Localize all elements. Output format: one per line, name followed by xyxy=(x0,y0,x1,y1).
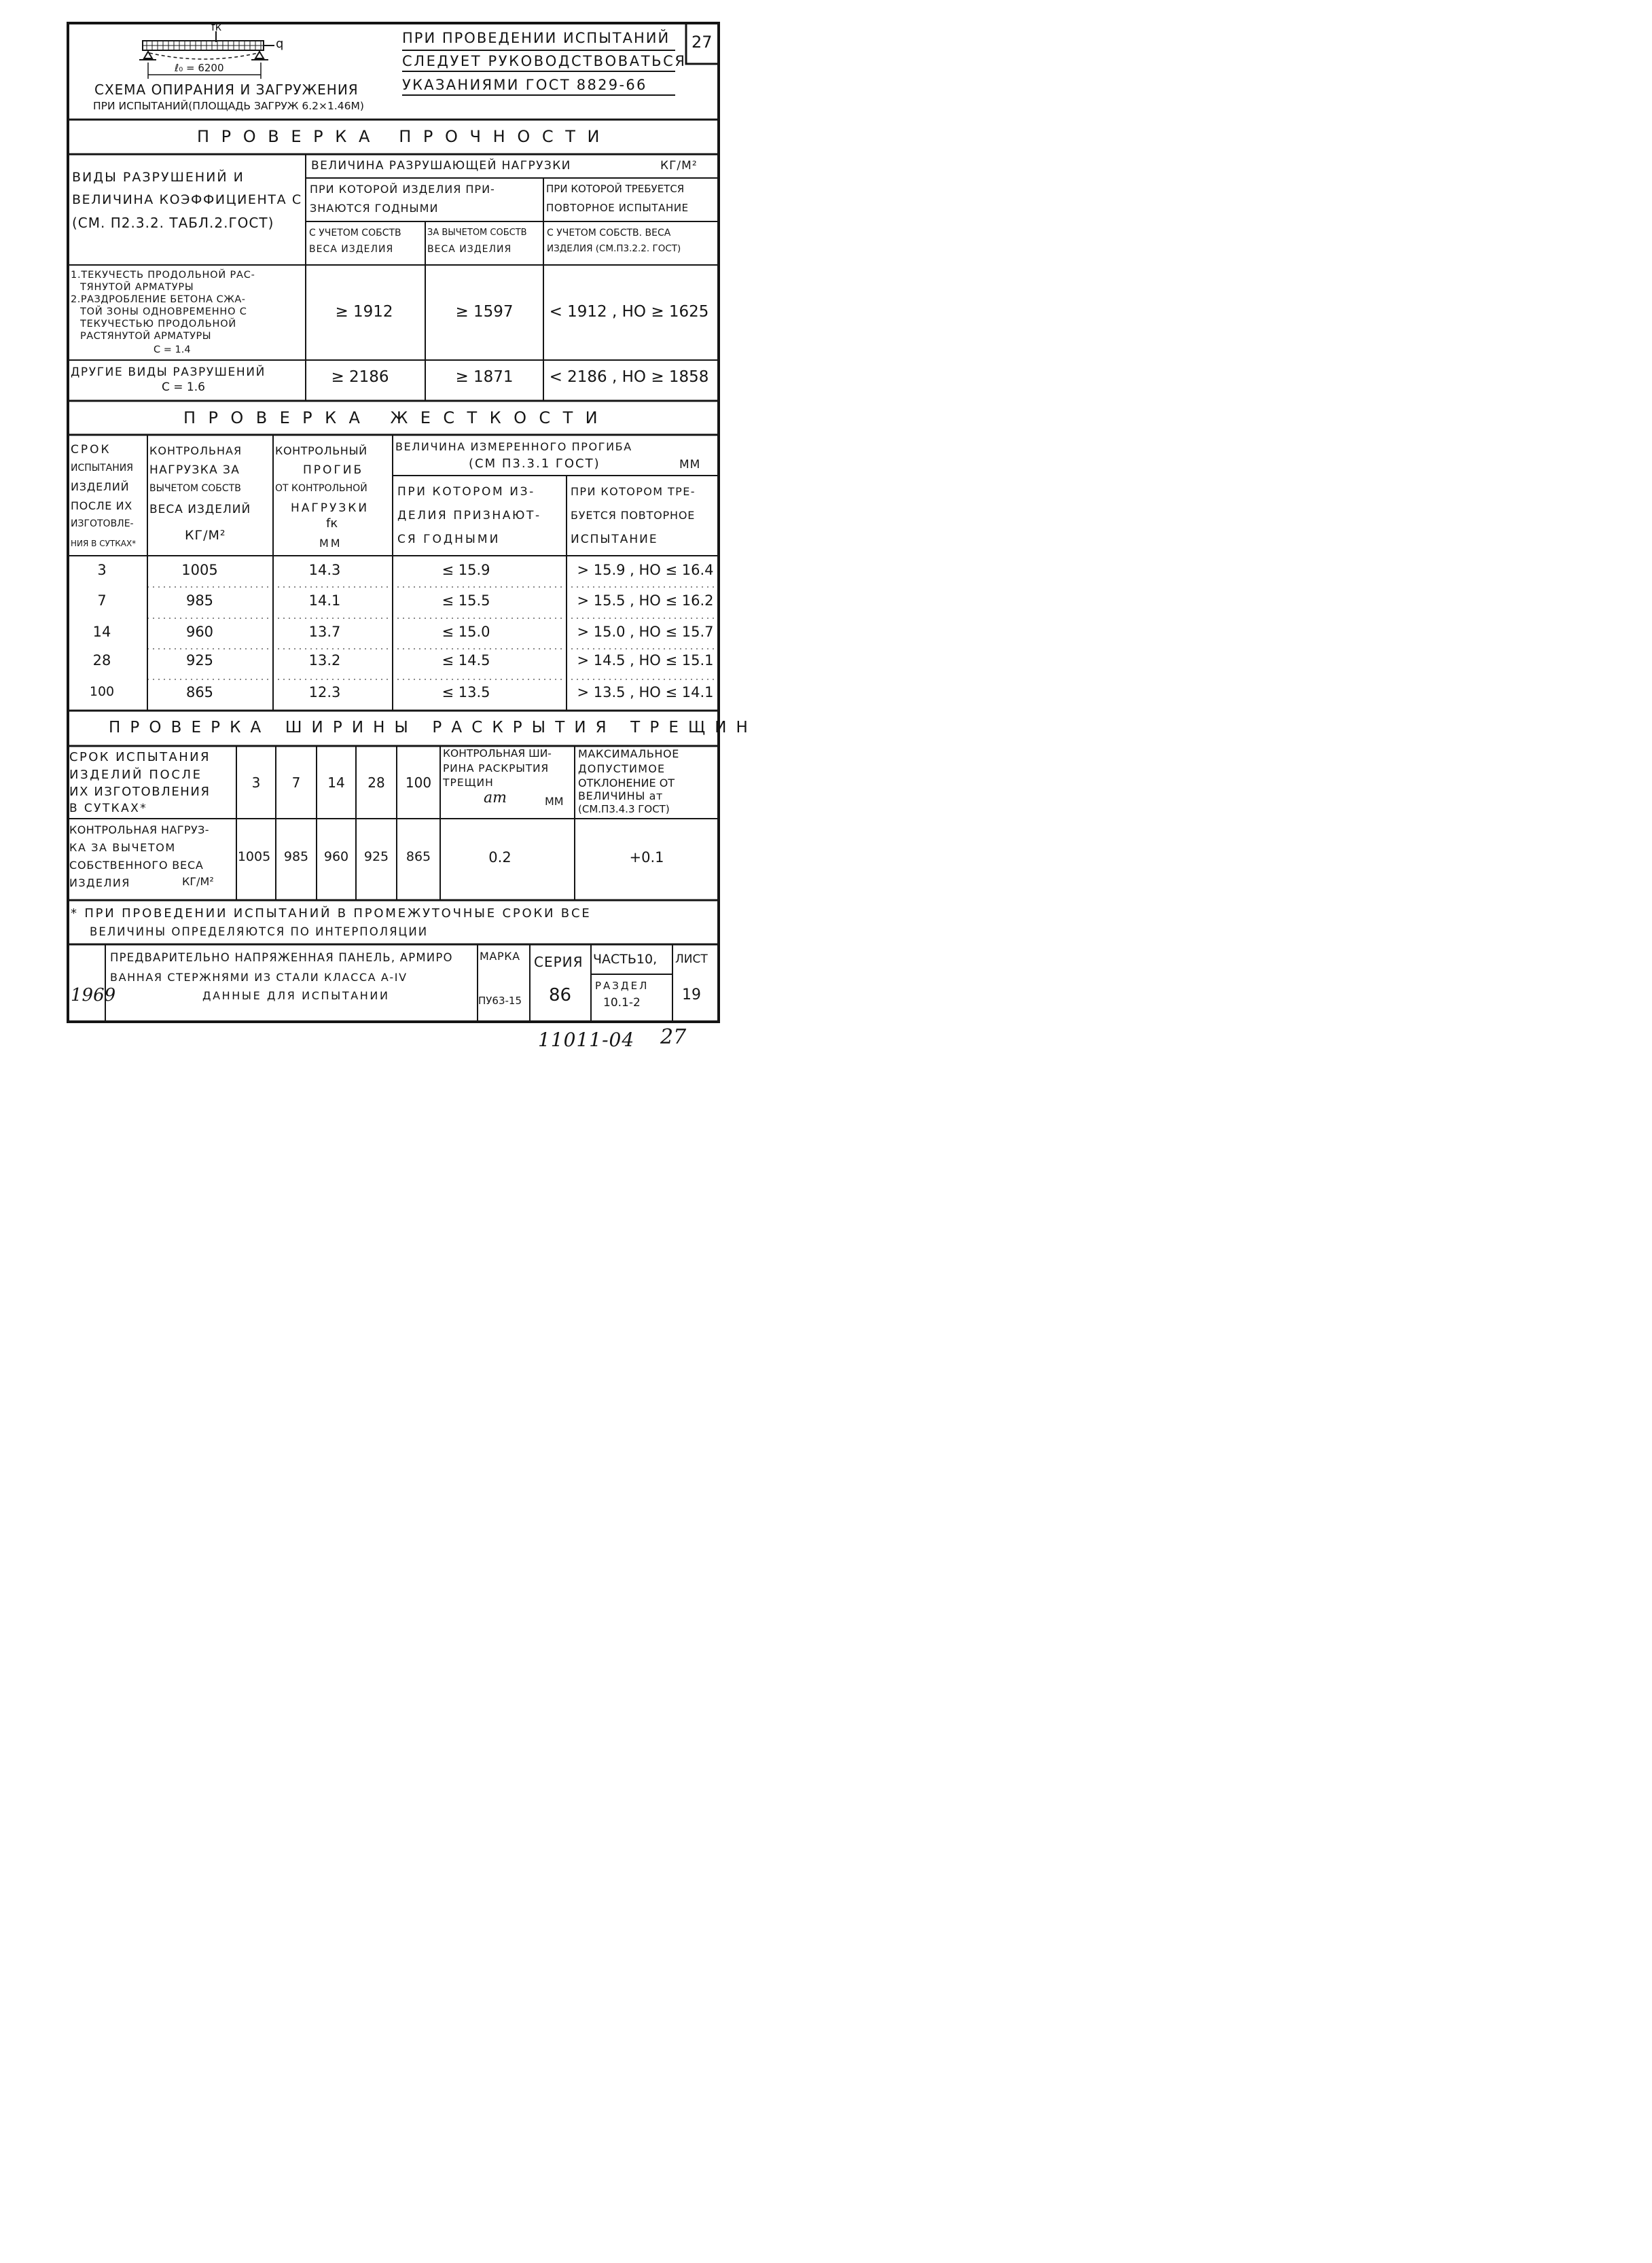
row-retest: > 15.9 , НО ≤ 16.4 xyxy=(577,562,714,578)
notice-line-2: СЛЕДУЕТ РУКОВОДСТВОВАТЬСЯ xyxy=(402,53,687,69)
list-value: 19 xyxy=(682,986,701,1003)
crack-load-14: 960 xyxy=(323,849,349,864)
description-line-3: ДАННЫЕ ДЛЯ ИСПЫТАНИИ xyxy=(202,989,390,1002)
description-line-1: ПРЕДВАРИТЕЛЬНО НАПРЯЖЕННАЯ ПАНЕЛЬ, АРМИРО xyxy=(110,951,453,964)
crack-load-7: 985 xyxy=(283,849,309,864)
stiffness-good-head-3: СЯ ГОДНЫМИ xyxy=(397,533,501,546)
strength-good-head-2: ЗНАЮТСЯ ГОДНЫМИ xyxy=(310,202,439,215)
strength-load-head: ВЕЛИЧИНА РАЗРУШАЮЩЕЙ НАГРУЗКИ xyxy=(311,159,571,173)
row-good: ≤ 15.5 xyxy=(442,592,490,609)
stiffness-retest-head-2: БУЕТСЯ ПОВТОРНОЕ xyxy=(571,509,696,522)
stiffness-col1-5: ИЗГОТОВЛЕ- xyxy=(71,518,134,529)
strength-left-head-2: ВЕЛИЧИНА КОЭФФИЦИЕНТА С xyxy=(72,192,302,207)
crack-load-28: 925 xyxy=(363,849,389,864)
stiffness-retest-head-3: ИСПЫТАНИЕ xyxy=(571,533,658,546)
strength-row1-value-2: ≥ 1597 xyxy=(455,303,514,321)
strength-subhead-2b: ВЕСА ИЗДЕЛИЯ xyxy=(427,244,512,255)
footnote-line-1: * ПРИ ПРОВЕДЕНИИ ИСПЫТАНИЙ В ПРОМЕЖУТОЧНЫЕ СРОКИ ВСЕ xyxy=(71,906,592,921)
row-load: 1005 xyxy=(181,562,218,578)
strength-subhead-1a: С УЧЕТОМ СОБСТВ xyxy=(309,228,401,238)
strength-row2-value-2: ≥ 1871 xyxy=(455,368,514,386)
marka-value: ПУ63-15 xyxy=(478,995,522,1007)
row-retest: > 15.5 , НО ≤ 16.2 xyxy=(577,592,714,609)
strength-row1-value-3: < 1912 , НО ≥ 1625 xyxy=(549,303,709,321)
marka-label: МАРКА xyxy=(480,950,520,963)
row-days: 7 xyxy=(97,592,107,609)
stiffness-col1-2: ИСПЫТАНИЯ xyxy=(71,463,133,474)
crack-dev-head-5: (СМ.П3.4.3 ГОСТ) xyxy=(578,803,670,815)
notice-line-1: ПРИ ПРОВЕДЕНИИ ИСПЫТАНИЙ xyxy=(402,30,670,46)
crack-width-value: 0.2 xyxy=(488,849,511,866)
stiffness-col2-3: ВЫЧЕТОМ СОБСТВ xyxy=(149,483,241,494)
stiffness-col1-1: СРОК xyxy=(71,443,111,457)
row-load: 960 xyxy=(185,624,214,640)
crack-row2-head-1: КОНТРОЛЬНАЯ НАГРУЗ- xyxy=(69,823,209,836)
scheme-span-label: ℓ₀ = 6200 xyxy=(175,62,224,74)
stiffness-good-head-1: ПРИ КОТОРОМ ИЗ- xyxy=(397,485,535,499)
row-retest: > 14.5 , НО ≤ 15.1 xyxy=(577,652,714,669)
stiffness-col3-1: КОНТРОЛЬНЫЙ xyxy=(275,444,367,457)
seria-label: СЕРИЯ xyxy=(534,954,583,970)
strength-subhead-3a: С УЧЕТОМ СОБСТВ. ВЕСА xyxy=(547,228,671,238)
stiffness-col2-4: ВЕСА ИЗДЕЛИЙ xyxy=(149,503,251,516)
row-days: 100 xyxy=(89,684,115,699)
crack-row2-head-3: СОБСТВЕННОГО ВЕСА xyxy=(69,859,204,872)
strength-row1-text-1: 1.ТЕКУЧЕСТЬ ПРОДОЛЬНОЙ РАС- xyxy=(71,270,255,281)
scheme-fk-label: fк xyxy=(211,20,222,33)
strength-retest-head-1: ПРИ КОТОРОЙ ТРЕБУЕТСЯ xyxy=(546,183,685,195)
stiffness-retest-head-1: ПРИ КОТОРОМ ТРЕ- xyxy=(571,485,696,498)
crack-width-unit: ММ xyxy=(545,795,564,808)
row-fk: 14.3 xyxy=(308,562,341,578)
stiffness-deflection-head-1: ВЕЛИЧИНА ИЗМЕРЕННОГО ПРОГИБА xyxy=(395,440,632,453)
strength-subhead-3b: ИЗДЕЛИЯ (СМ.П3.2.2. ГОСТ) xyxy=(547,243,681,254)
chast-label: ЧАСТЬ10, xyxy=(593,952,658,967)
row-load: 925 xyxy=(185,652,214,669)
crack-width-head-1: КОНТРОЛЬНАЯ ШИ- xyxy=(443,747,552,760)
stiffness-col2-5: КГ/М² xyxy=(185,528,226,543)
crack-dev-head-2: ДОПУСТИМОЕ xyxy=(578,762,666,775)
crack-load-3: 1005 xyxy=(237,849,271,864)
year-stamp: 1969 xyxy=(71,985,116,1005)
scheme-caption-2: ПРИ ИСПЫТАНИЙ(ПЛОЩАДЬ ЗАГРУЖ 6.2×1.46М) xyxy=(93,100,364,112)
crack-row1-head-3: ИХ ИЗГОТОВЛЕНИЯ xyxy=(69,785,211,799)
archive-page: 27 xyxy=(660,1025,687,1049)
strength-row1-value-1: ≥ 1912 xyxy=(335,303,393,321)
strength-subhead-1b: ВЕСА ИЗДЕЛИЯ xyxy=(309,244,394,255)
crack-day-28: 28 xyxy=(367,774,385,791)
crack-dev-value: +0.1 xyxy=(629,849,664,866)
stiffness-section-title: П Р О В Е Р К А Ж Е С Т К О С Т И xyxy=(183,408,602,427)
razdel-label: РАЗДЕЛ xyxy=(595,980,649,992)
row-good: ≤ 14.5 xyxy=(442,652,490,669)
stiffness-col3-6: ММ xyxy=(319,537,342,550)
row-retest: > 13.5 , НО ≤ 14.1 xyxy=(577,684,714,700)
footnote-line-2: ВЕЛИЧИНЫ ОПРЕДЕЛЯЮТСЯ ПО ИНТЕРПОЛЯЦИИ xyxy=(90,925,429,938)
description-line-2: ВАННАЯ СТЕРЖНЯМИ ИЗ СТАЛИ КЛАССА А-IV xyxy=(110,971,408,984)
crack-width-symbol: aт xyxy=(484,789,507,806)
stiffness-col3-5: fк xyxy=(326,516,338,531)
list-label: ЛИСТ xyxy=(675,952,708,966)
seria-value: 86 xyxy=(549,985,572,1005)
strength-load-unit: КГ/М² xyxy=(660,159,698,173)
stiffness-col1-6: НИЯ В СУТКАХ* xyxy=(71,539,137,548)
crack-row2-head-5: КГ/М² xyxy=(182,875,214,888)
row-good: ≤ 15.9 xyxy=(442,562,490,578)
strength-row1-text-2: ТЯНУТОЙ АРМАТУРЫ xyxy=(80,282,194,293)
row-good: ≤ 13.5 xyxy=(442,684,490,700)
crack-dev-head-1: МАКСИМАЛЬНОЕ xyxy=(578,747,679,760)
strength-left-head-3: (СМ. П2.3.2. ТАБЛ.2.ГОСТ) xyxy=(72,215,274,231)
strength-row1-text-3: 2.РАЗДРОБЛЕНИЕ БЕТОНА СЖА- xyxy=(71,294,246,305)
row-days: 14 xyxy=(92,624,111,640)
strength-row2-value-3: < 2186 , НО ≥ 1858 xyxy=(549,368,709,386)
row-retest: > 15.0 , НО ≤ 15.7 xyxy=(577,624,714,640)
strength-section-title: П Р О В Е Р К А П Р О Ч Н О С Т И xyxy=(197,127,603,146)
crack-row1-head-4: В СУТКАХ* xyxy=(69,802,148,815)
crack-day-7: 7 xyxy=(291,774,301,791)
row-fk: 14.1 xyxy=(308,592,341,609)
crack-row1-head-1: СРОК ИСПЫТАНИЯ xyxy=(69,750,211,764)
crack-section-title: П Р О В Е Р К А Ш И Р И Н Ы Р А С К Р Ы Т И Я Т Р Е Щ И Н xyxy=(109,719,751,736)
crack-dev-head-4: ВЕЛИЧИНЫ aт xyxy=(578,789,663,802)
crack-width-head-2: РИНА РАСКРЫТИЯ xyxy=(443,762,549,774)
crack-day-3: 3 xyxy=(251,774,261,791)
strength-good-head-1: ПРИ КОТОРОЙ ИЗДЕЛИЯ ПРИ- xyxy=(310,183,495,196)
archive-code: 11011-04 xyxy=(538,1029,635,1051)
crack-day-14: 14 xyxy=(327,774,345,791)
row-load: 985 xyxy=(185,592,214,609)
crack-row2-head-4: ИЗДЕЛИЯ xyxy=(69,876,130,889)
strength-subhead-2a: ЗА ВЫЧЕТОМ СОБСТВ xyxy=(427,228,527,238)
strength-row2-value-1: ≥ 2186 xyxy=(331,368,389,386)
stiffness-col1-4: ПОСЛЕ ИХ xyxy=(71,499,132,512)
scheme-q-label: q xyxy=(276,37,284,51)
crack-load-100: 865 xyxy=(406,849,431,864)
sheet-number: 27 xyxy=(692,33,713,52)
strength-row1-text-6: РАСТЯНУТОЙ АРМАТУРЫ xyxy=(80,331,212,342)
strength-row2-text-2: С = 1.6 xyxy=(162,380,205,394)
stiffness-col3-4: НАГРУЗКИ xyxy=(291,501,370,515)
stiffness-col3-3: ОТ КОНТРОЛЬНОЙ xyxy=(275,483,367,494)
row-days: 3 xyxy=(97,562,107,578)
strength-retest-head-2: ПОВТОРНОЕ ИСПЫТАНИЕ xyxy=(546,202,689,214)
row-fk: 12.3 xyxy=(308,684,341,700)
strength-row1-text-4: ТОЙ ЗОНЫ ОДНОВРЕМЕННО С xyxy=(80,306,247,317)
crack-day-100: 100 xyxy=(405,774,432,791)
notice-line-3: УКАЗАНИЯМИ ГОСТ 8829-66 xyxy=(402,77,647,93)
stiffness-deflection-head-2: (СМ П3.3.1 ГОСТ) xyxy=(469,457,600,471)
strength-row1-text-5: ТЕКУЧЕСТЬЮ ПРОДОЛЬНОЙ xyxy=(80,319,237,329)
stiffness-col3-2: ПРОГИБ xyxy=(303,463,364,477)
stiffness-deflection-unit: ММ xyxy=(679,458,701,471)
row-good: ≤ 15.0 xyxy=(442,624,490,640)
crack-width-head-3: ТРЕЩИН xyxy=(443,777,494,789)
stiffness-col1-3: ИЗДЕЛИЙ xyxy=(71,480,130,493)
crack-row2-head-2: КА ЗА ВЫЧЕТОМ xyxy=(69,841,176,854)
stiffness-col2-1: КОНТРОЛЬНАЯ xyxy=(149,444,243,457)
row-fk: 13.2 xyxy=(308,652,341,669)
row-fk: 13.7 xyxy=(308,624,341,640)
scheme-caption-1: СХЕМА ОПИРАНИЯ И ЗАГРУЖЕНИЯ xyxy=(94,82,359,98)
strength-left-head-1: ВИДЫ РАЗРУШЕНИЙ И xyxy=(72,170,245,185)
crack-row1-head-2: ИЗДЕЛИЙ ПОСЛЕ xyxy=(69,768,202,782)
stiffness-good-head-2: ДЕЛИЯ ПРИЗНАЮТ- xyxy=(397,509,541,522)
razdel-value: 10.1-2 xyxy=(603,996,641,1010)
crack-dev-head-3: ОТКЛОНЕНИЕ ОТ xyxy=(578,777,675,789)
strength-row1-text-7: С = 1.4 xyxy=(154,344,191,355)
row-days: 28 xyxy=(92,652,111,669)
row-load: 865 xyxy=(185,684,214,700)
stiffness-col2-2: НАГРУЗКА ЗА xyxy=(149,463,240,477)
strength-row2-text-1: ДРУГИЕ ВИДЫ РАЗРУШЕНИЙ xyxy=(71,366,266,379)
